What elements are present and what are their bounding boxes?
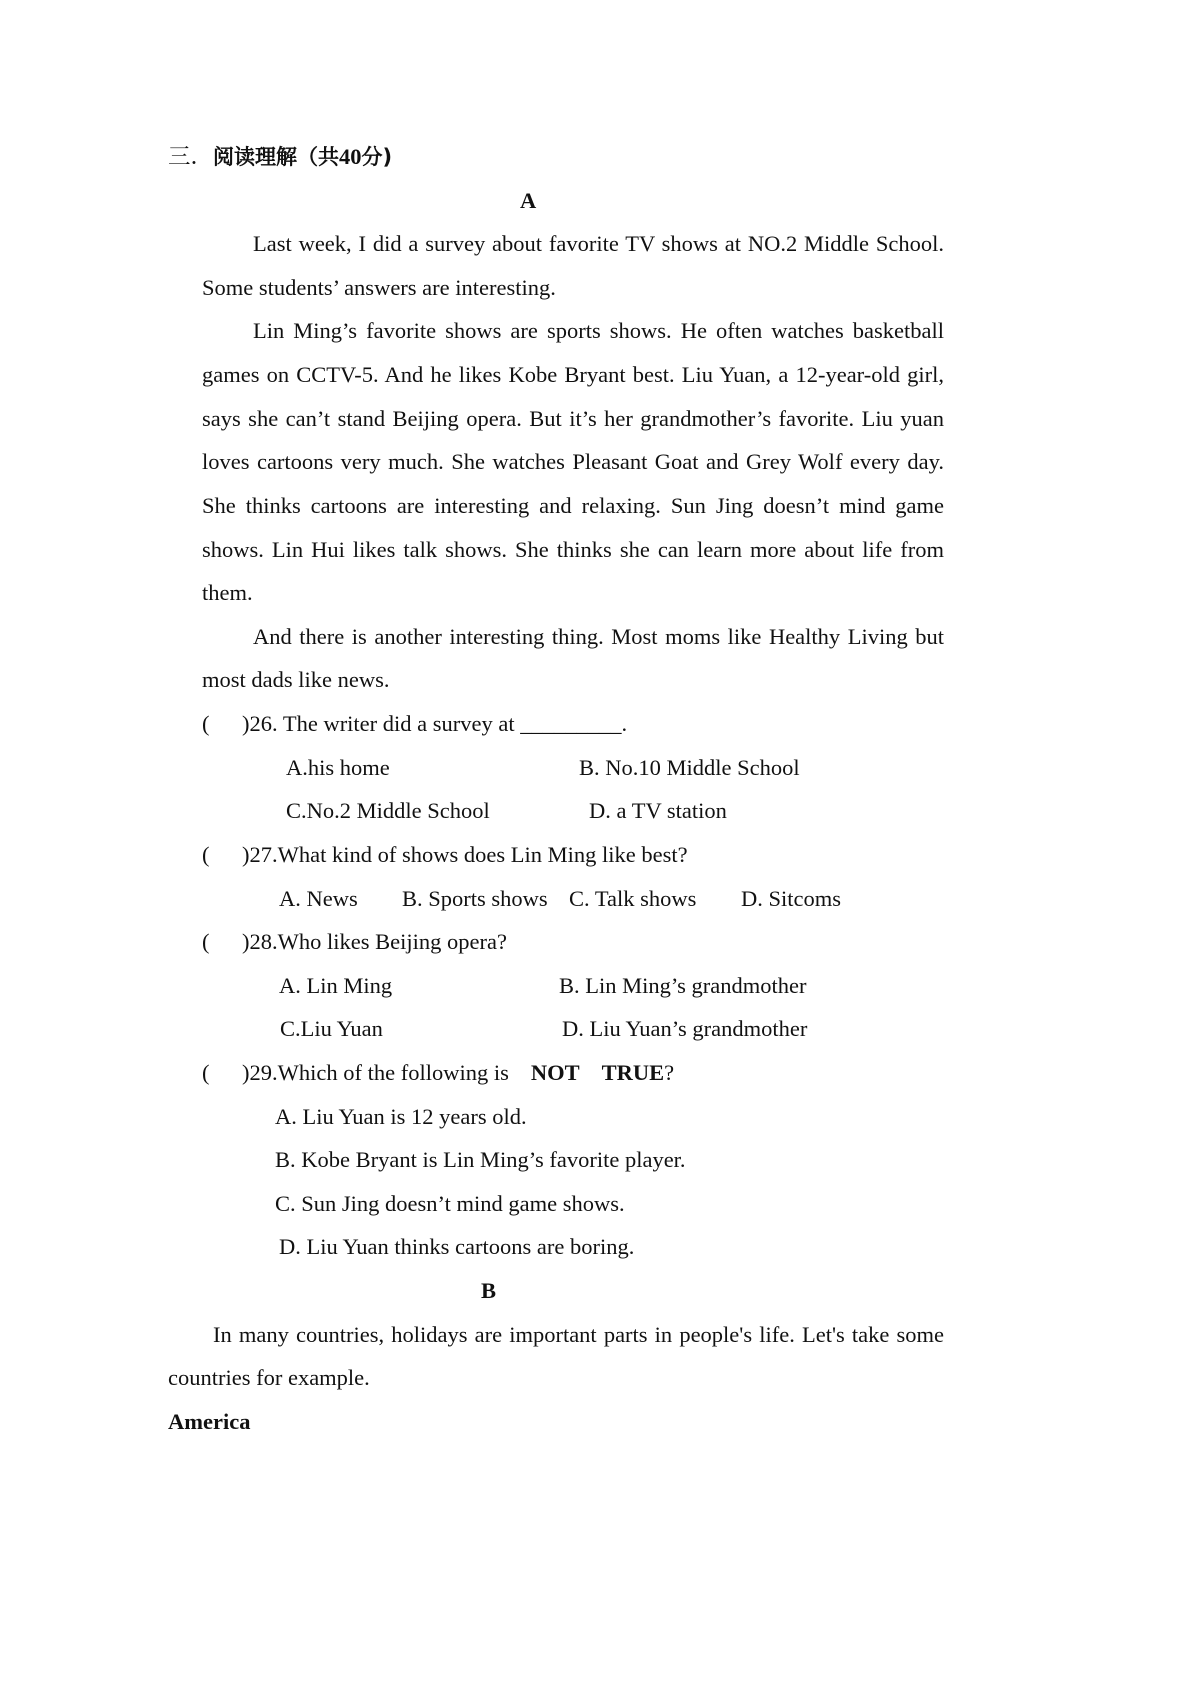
- section-number: 三．: [168, 144, 214, 169]
- question-29-stem-end: ?: [664, 1060, 675, 1085]
- option-27-b: B. Sports shows: [402, 886, 548, 911]
- passage-b-label: B: [481, 1278, 497, 1303]
- question-27-stem: )27.What kind of shows does Lin Ming like best?: [242, 842, 688, 867]
- passage-a-line: most dads like news.: [202, 667, 390, 692]
- question-26-stem: )26. The writer did a survey at _________.: [242, 711, 628, 736]
- option-26-a: A.his home: [286, 755, 390, 780]
- question-29-stem: [242, 1062, 674, 1085]
- passage-b-subheading: America: [168, 1409, 251, 1434]
- passage-a-line: Some students’ answers are interesting.: [202, 275, 556, 300]
- option-27-d: D. Sitcoms: [741, 886, 842, 911]
- answer-paren: (: [202, 842, 210, 867]
- option-28-d: D. Liu Yuan’s grandmother: [562, 1016, 808, 1041]
- option-29-a: A. Liu Yuan is 12 years old.: [275, 1104, 527, 1129]
- option-26-c: C.No.2 Middle School: [286, 798, 490, 823]
- option-29-b: B. Kobe Bryant is Lin Ming’s favorite player.: [275, 1147, 686, 1172]
- passage-b-line: countries for example.: [168, 1365, 370, 1390]
- option-27-c: C. Talk shows: [569, 886, 697, 911]
- question-29-emphasis-true: TRUE: [601, 1060, 665, 1085]
- passage-b-line: In many countries, holidays are important parts in people's life. Let's take some: [213, 1322, 944, 1347]
- option-28-c: C.Liu Yuan: [280, 1016, 383, 1041]
- answer-paren: (: [202, 711, 210, 736]
- passage-a-line: games on CCTV-5. And he likes Kobe Bryant best. Liu Yuan, a 12-year-old girl,: [202, 362, 944, 387]
- option-29-c: C. Sun Jing doesn’t mind game shows.: [275, 1191, 625, 1216]
- option-27-a: A. News: [279, 886, 358, 911]
- passage-a-line: And there is another interesting thing. Most moms like Healthy Living but: [253, 624, 944, 649]
- passage-a-line: loves cartoons very much. She watches Pleasant Goat and Grey Wolf every day.: [202, 449, 944, 474]
- question-29-emphasis-not: NOT: [530, 1060, 580, 1085]
- option-28-b: B. Lin Ming’s grandmother: [559, 973, 807, 998]
- passage-a-line: them.: [202, 580, 253, 605]
- question-28-stem: )28.Who likes Beijing opera?: [242, 929, 507, 954]
- section-points: 40: [339, 144, 362, 169]
- question-29-stem-text: )29.Which of the following is: [242, 1060, 509, 1085]
- section-title-cn: 阅读理解（共: [213, 145, 340, 169]
- passage-a-label: A: [520, 188, 537, 213]
- option-26-b: B. No.10 Middle School: [579, 755, 800, 780]
- answer-paren: (: [202, 1060, 210, 1085]
- option-29-d: D. Liu Yuan thinks cartoons are boring.: [279, 1234, 635, 1259]
- passage-a-line: She thinks cartoons are interesting and relaxing. Sun Jing doesn’t mind game: [202, 493, 944, 518]
- option-28-a: A. Lin Ming: [279, 973, 393, 998]
- answer-paren: (: [202, 929, 210, 954]
- section-title: [168, 146, 392, 169]
- passage-a-line: says she can’t stand Beijing opera. But it’s her grandmother’s favorite. Liu yuan: [202, 406, 944, 431]
- passage-a-line: Last week, I did a survey about favorite TV shows at NO.2 Middle School.: [253, 231, 944, 256]
- option-26-d: D. a TV station: [589, 798, 727, 823]
- passage-a-line: Lin Ming’s favorite shows are sports shows. He often watches basketball: [253, 318, 944, 343]
- section-title-cn-end: 分): [361, 145, 393, 169]
- passage-a-line: shows. Lin Hui likes talk shows. She thinks she can learn more about life from: [202, 537, 944, 562]
